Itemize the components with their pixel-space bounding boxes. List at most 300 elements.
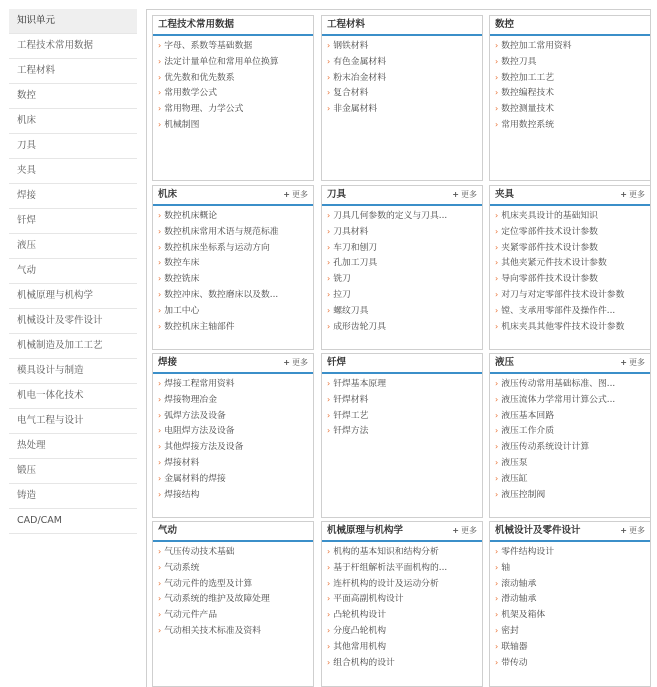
card-list-item[interactable] — [495, 607, 646, 623]
card-item-label: 液压基本回路 — [501, 410, 554, 421]
chevron-right-icon: › — [327, 274, 331, 284]
card-list-item[interactable] — [495, 85, 646, 101]
card-item-label: 零件结构设计 — [501, 547, 554, 557]
card-header — [490, 16, 650, 36]
sidebar-item[interactable]: 机电一体化技术 — [9, 384, 137, 409]
card-list-item[interactable] — [158, 85, 309, 101]
card-item-label: 弧焊方法及设备 — [164, 410, 226, 421]
chevron-right-icon: › — [327, 104, 331, 114]
card-item-label: 钎焊材料 — [333, 394, 369, 405]
chevron-right-icon: › — [495, 457, 499, 467]
card-item-label: 常用数控系统 — [501, 119, 554, 130]
card-list-item[interactable] — [495, 544, 646, 560]
card-item-list — [490, 542, 650, 670]
sidebar-item[interactable]: CAD/CAM — [9, 509, 137, 534]
more-label: 更多 — [461, 526, 477, 535]
card-item-label: 数控车床 — [164, 258, 200, 269]
card-list-item[interactable] — [495, 408, 646, 424]
chevron-right-icon: › — [327, 625, 331, 635]
card-list-item[interactable] — [495, 287, 646, 303]
chevron-right-icon: › — [158, 274, 162, 284]
chevron-right-icon: › — [158, 610, 162, 620]
card-item-label: 滚动轴承 — [501, 578, 537, 589]
card-item-label: 成形齿轮刀具 — [333, 321, 386, 332]
card-title[interactable]: 气动 — [158, 525, 178, 536]
chevron-right-icon: › — [327, 72, 331, 82]
chevron-right-icon: › — [327, 641, 331, 651]
chevron-right-icon: › — [158, 321, 162, 331]
card-item-label: 钎焊工艺 — [333, 410, 369, 421]
plus-icon: + — [620, 358, 627, 367]
card-list-item[interactable] — [327, 85, 478, 101]
card-item-label: 机床夹具其他零件技术设计参数 — [501, 321, 625, 332]
card-list-item[interactable] — [495, 639, 646, 655]
card-title[interactable]: 机床 — [158, 189, 178, 200]
card-list-item[interactable] — [327, 208, 478, 224]
card-list-item[interactable] — [158, 101, 309, 117]
chevron-right-icon: › — [495, 56, 499, 66]
card-list-item[interactable] — [158, 623, 309, 639]
more-link[interactable] — [620, 354, 645, 372]
more-label: 更多 — [292, 358, 308, 367]
chevron-right-icon: › — [327, 657, 331, 667]
chevron-right-icon: › — [158, 625, 162, 635]
card-item-label: 数控编程技术 — [501, 88, 554, 99]
more-label: 更多 — [629, 526, 645, 535]
card-list-item[interactable] — [158, 54, 309, 70]
card-item-list — [153, 542, 313, 639]
card-item-label: 定位零部件技术设计参数 — [501, 226, 598, 237]
card-list-item[interactable] — [495, 54, 646, 70]
card-list-item[interactable] — [158, 376, 309, 392]
chevron-right-icon: › — [158, 258, 162, 268]
card-list-item[interactable] — [495, 38, 646, 54]
card-item-label: 平面高副机构设计 — [333, 594, 404, 605]
card-title[interactable]: 机械设计及零件设计 — [495, 525, 581, 536]
card-list-item[interactable] — [158, 208, 309, 224]
card-list-item[interactable] — [158, 560, 309, 576]
card-item-label: 密封 — [501, 625, 519, 636]
sidebar-item[interactable]: 液压 — [9, 234, 137, 259]
card-list-item[interactable] — [158, 240, 309, 256]
sidebar-item[interactable]: 锻压 — [9, 459, 137, 484]
card-list-item[interactable] — [327, 224, 478, 240]
card-list-item[interactable] — [327, 576, 478, 592]
chevron-right-icon: › — [495, 562, 499, 572]
sidebar-item[interactable]: 机械原理与机构学 — [9, 284, 137, 309]
card-list-item[interactable] — [158, 271, 309, 287]
card-item-list — [153, 36, 313, 133]
category-card — [152, 15, 314, 181]
card-title[interactable]: 工程材料 — [327, 19, 366, 30]
card-item-label: 基于杆组解析法平面机构的... — [333, 562, 448, 573]
chevron-right-icon: › — [495, 625, 499, 635]
chevron-right-icon: › — [158, 426, 162, 436]
card-item-label: 凸轮机构设计 — [333, 610, 386, 621]
card-list-item[interactable] — [495, 471, 646, 487]
card-item-list — [153, 374, 313, 502]
chevron-right-icon: › — [327, 242, 331, 252]
chevron-right-icon: › — [327, 562, 331, 572]
card-list-item[interactable] — [495, 439, 646, 455]
card-item-label: 液压泵 — [501, 457, 528, 468]
card-list-item[interactable] — [327, 408, 478, 424]
card-list-item[interactable] — [158, 117, 309, 133]
card-title[interactable]: 钎焊 — [327, 357, 347, 368]
chevron-right-icon: › — [158, 211, 162, 220]
card-item-label: 夹紧零部件技术设计参数 — [501, 242, 598, 253]
chevron-right-icon: › — [327, 394, 331, 404]
sidebar-item[interactable]: 气动 — [9, 259, 137, 284]
card-item-list — [490, 206, 650, 334]
card-list-item[interactable] — [158, 471, 309, 487]
card-item-label: 车刀和刨刀 — [333, 242, 378, 253]
sidebar-item[interactable]: 夹具 — [9, 159, 137, 184]
more-link[interactable] — [452, 522, 477, 540]
card-list-item[interactable] — [495, 70, 646, 86]
chevron-right-icon: › — [158, 242, 162, 252]
card-item-label: 滑动轴承 — [501, 594, 537, 605]
card-item-label: 数控加工常用资料 — [501, 41, 572, 51]
card-list-item[interactable] — [327, 544, 478, 560]
card-header — [153, 186, 313, 206]
card-list-item[interactable] — [495, 240, 646, 256]
card-header — [322, 186, 482, 206]
chevron-right-icon: › — [495, 289, 499, 299]
main-panel — [146, 9, 651, 687]
category-card — [489, 185, 651, 350]
card-item-label: 气动相关技术标准及资料 — [164, 625, 261, 636]
sidebar-item[interactable]: 机械制造及加工工艺 — [9, 334, 137, 359]
card-list-item[interactable] — [495, 117, 646, 133]
card-header — [153, 522, 313, 542]
sidebar-item[interactable]: 机械设计及零件设计 — [9, 309, 137, 334]
chevron-right-icon: › — [495, 119, 499, 129]
chevron-right-icon: › — [158, 578, 162, 588]
card-item-label: 常用数学公式 — [164, 88, 217, 99]
card-item-label: 钢铁材料 — [333, 41, 369, 51]
card-list-item[interactable] — [327, 255, 478, 271]
chevron-right-icon: › — [327, 379, 331, 388]
card-list-item[interactable] — [158, 392, 309, 408]
card-item-label: 螺纹刀具 — [333, 305, 369, 316]
card-header — [490, 186, 650, 206]
card-list-item[interactable] — [158, 70, 309, 86]
card-item-label: 机架及箱体 — [501, 610, 546, 621]
card-item-list — [322, 542, 482, 670]
card-list-item[interactable] — [327, 623, 478, 639]
card-list-item[interactable] — [158, 576, 309, 592]
card-item-label: 液压工作介质 — [501, 426, 554, 437]
chevron-right-icon: › — [327, 321, 331, 331]
card-item-label: 液压传动系统设计计算 — [501, 442, 590, 453]
card-item-label: 气动系统的维护及故障处理 — [164, 594, 270, 605]
card-list-item[interactable] — [495, 655, 646, 671]
card-item-label: 带传动 — [501, 657, 528, 668]
card-list-item[interactable] — [495, 455, 646, 471]
sidebar-item[interactable]: 电气工程与设计 — [9, 409, 137, 434]
chevron-right-icon: › — [327, 211, 331, 220]
chevron-right-icon: › — [158, 473, 162, 483]
card-list-item[interactable] — [327, 591, 478, 607]
chevron-right-icon: › — [327, 410, 331, 420]
card-list-item[interactable] — [495, 224, 646, 240]
chevron-right-icon: › — [495, 321, 499, 331]
chevron-right-icon: › — [495, 473, 499, 483]
card-item-label: 有色金属材料 — [333, 56, 386, 67]
chevron-right-icon: › — [158, 442, 162, 452]
card-list-item[interactable] — [495, 101, 646, 117]
card-title[interactable]: 焊接 — [158, 357, 178, 368]
chevron-right-icon: › — [158, 457, 162, 467]
card-header — [153, 354, 313, 374]
plus-icon: + — [283, 358, 290, 367]
more-link[interactable] — [620, 522, 645, 540]
chevron-right-icon: › — [327, 426, 331, 436]
card-list-item[interactable] — [495, 423, 646, 439]
card-list-item[interactable] — [327, 392, 478, 408]
card-header — [322, 354, 482, 374]
more-label: 更多 — [461, 190, 477, 199]
card-list-item[interactable] — [327, 54, 478, 70]
category-card — [489, 353, 651, 518]
card-header — [153, 16, 313, 36]
card-list-item[interactable] — [327, 607, 478, 623]
card-item-label: 铣刀 — [333, 274, 351, 285]
card-list-item[interactable] — [158, 408, 309, 424]
card-list-item[interactable] — [327, 101, 478, 117]
card-item-label: 刀具材料 — [333, 226, 369, 237]
chevron-right-icon: › — [495, 578, 499, 588]
card-item-label: 孔加工刀具 — [333, 258, 378, 269]
card-header — [490, 522, 650, 542]
chevron-right-icon: › — [158, 489, 162, 499]
chevron-right-icon: › — [158, 562, 162, 572]
more-label: 更多 — [629, 190, 645, 199]
card-title[interactable]: 液压 — [495, 357, 515, 368]
card-list-item[interactable] — [327, 655, 478, 671]
card-item-label: 钎焊基本原理 — [333, 379, 386, 389]
plus-icon: + — [452, 190, 459, 199]
plus-icon: + — [620, 190, 627, 199]
card-list-item[interactable] — [327, 423, 478, 439]
chevron-right-icon: › — [495, 104, 499, 114]
card-item-list — [322, 374, 482, 439]
chevron-right-icon: › — [158, 104, 162, 114]
sidebar-item[interactable]: 刀具 — [9, 134, 137, 159]
sidebar-item[interactable]: 机床 — [9, 109, 137, 134]
chevron-right-icon: › — [495, 274, 499, 284]
chevron-right-icon: › — [158, 379, 162, 388]
sidebar — [9, 9, 137, 534]
card-item-label: 镗、支承用零部件及操作件... — [501, 305, 616, 316]
chevron-right-icon: › — [495, 641, 499, 651]
more-link[interactable] — [620, 186, 645, 204]
card-item-label: 对刀与对定零部件技术设计参数 — [501, 289, 625, 300]
card-item-label: 拉刀 — [333, 289, 351, 300]
chevron-right-icon: › — [495, 489, 499, 499]
card-item-label: 焊接结构 — [164, 489, 200, 500]
card-list-item[interactable] — [495, 560, 646, 576]
chevron-right-icon: › — [158, 289, 162, 299]
card-item-label: 数控机床概论 — [164, 211, 217, 221]
chevron-right-icon: › — [495, 442, 499, 452]
category-card — [152, 185, 314, 350]
sidebar-header: 知识单元 — [9, 9, 137, 34]
card-item-list — [322, 206, 482, 334]
card-item-label: 机床夹具设计的基础知识 — [501, 211, 598, 221]
sidebar-item[interactable]: 工程技术常用数据 — [9, 34, 137, 59]
card-item-label: 焊接工程常用资料 — [164, 379, 235, 389]
card-item-label: 数控铣床 — [164, 274, 200, 285]
card-list-item[interactable] — [495, 255, 646, 271]
card-item-label: 钎焊方法 — [333, 426, 369, 437]
sidebar-item[interactable]: 工程材料 — [9, 59, 137, 84]
card-list-item[interactable] — [158, 255, 309, 271]
category-card — [321, 521, 483, 687]
card-item-label: 法定计量单位和常用单位换算 — [164, 56, 279, 67]
card-item-list — [153, 206, 313, 334]
card-item-label: 常用物理、力学公式 — [164, 104, 244, 115]
card-list-item[interactable] — [327, 70, 478, 86]
card-list-item[interactable] — [158, 591, 309, 607]
card-title[interactable]: 夹具 — [495, 189, 515, 200]
category-card — [152, 521, 314, 687]
chevron-right-icon: › — [495, 394, 499, 404]
chevron-right-icon: › — [158, 305, 162, 315]
card-list-item[interactable] — [158, 224, 309, 240]
card-item-label: 组合机构的设计 — [333, 657, 395, 668]
card-item-label: 机构的基本知识和结构分析 — [333, 547, 439, 557]
card-item-label: 其他常用机构 — [333, 641, 386, 652]
card-list-item[interactable] — [495, 392, 646, 408]
chevron-right-icon: › — [495, 211, 499, 220]
more-link[interactable] — [452, 186, 477, 204]
chevron-right-icon: › — [495, 379, 499, 388]
card-list-item[interactable] — [327, 240, 478, 256]
card-item-label: 液压流体力学常用计算公式... — [501, 394, 616, 405]
plus-icon: + — [452, 526, 459, 535]
chevron-right-icon: › — [327, 594, 331, 604]
chevron-right-icon: › — [495, 41, 499, 50]
card-item-label: 粉末冶金材料 — [333, 72, 386, 83]
sidebar-item[interactable]: 数控 — [9, 84, 137, 109]
card-list-item[interactable] — [327, 376, 478, 392]
card-list-item[interactable] — [327, 303, 478, 319]
card-list-item[interactable] — [158, 544, 309, 560]
card-item-label: 数控机床常用术语与规范标准 — [164, 226, 279, 237]
card-title[interactable]: 数控 — [495, 19, 515, 30]
category-card — [489, 15, 651, 181]
chevron-right-icon: › — [327, 41, 331, 50]
card-item-label: 非金属材料 — [333, 104, 378, 115]
card-item-label: 数控刀具 — [501, 56, 537, 67]
card-item-label: 气动系统 — [164, 562, 200, 573]
chevron-right-icon: › — [495, 547, 499, 556]
chevron-right-icon: › — [158, 119, 162, 129]
chevron-right-icon: › — [158, 547, 162, 556]
sidebar-item[interactable]: 模具设计与制造 — [9, 359, 137, 384]
card-list-item[interactable] — [495, 623, 646, 639]
card-item-label: 轴 — [501, 562, 511, 573]
more-link[interactable] — [283, 354, 308, 372]
card-list-item[interactable] — [158, 487, 309, 503]
chevron-right-icon: › — [495, 610, 499, 620]
card-list-item[interactable] — [158, 423, 309, 439]
card-list-item[interactable] — [495, 208, 646, 224]
card-item-label: 气压传动技术基础 — [164, 547, 235, 557]
card-list-item[interactable] — [495, 487, 646, 503]
card-item-label: 刀具几何参数的定义与刀具... — [333, 211, 448, 221]
category-card — [489, 521, 651, 687]
chevron-right-icon: › — [158, 394, 162, 404]
card-item-label: 金属材料的焊接 — [164, 473, 226, 484]
chevron-right-icon: › — [158, 410, 162, 420]
card-header — [322, 522, 482, 542]
more-link[interactable] — [283, 186, 308, 204]
card-item-label: 数控冲床、数控磨床以及数... — [164, 289, 279, 300]
card-item-label: 电阻焊方法及设备 — [164, 426, 235, 437]
card-list-item[interactable] — [495, 576, 646, 592]
card-list-item[interactable] — [158, 455, 309, 471]
chevron-right-icon: › — [495, 657, 499, 667]
card-list-item[interactable] — [327, 287, 478, 303]
card-item-label: 机械制图 — [164, 119, 200, 130]
card-list-item[interactable] — [158, 319, 309, 335]
chevron-right-icon: › — [158, 41, 162, 50]
chevron-right-icon: › — [327, 610, 331, 620]
card-item-label: 数控测量技术 — [501, 104, 554, 115]
card-item-label: 气动元件的选型及计算 — [164, 578, 253, 589]
chevron-right-icon: › — [495, 88, 499, 98]
card-list-item[interactable] — [495, 591, 646, 607]
card-title[interactable]: 工程技术常用数据 — [158, 19, 235, 30]
card-list-item[interactable] — [158, 303, 309, 319]
card-list-item[interactable] — [327, 639, 478, 655]
card-title[interactable]: 机械原理与机构学 — [327, 525, 404, 536]
card-list-item[interactable] — [327, 560, 478, 576]
card-title[interactable]: 刀具 — [327, 189, 347, 200]
card-item-label: 加工中心 — [164, 305, 200, 316]
card-list-item[interactable] — [495, 271, 646, 287]
card-item-label: 导向零部件技术设计参数 — [501, 274, 598, 285]
sidebar-item[interactable]: 热处理 — [9, 434, 137, 459]
category-card — [321, 15, 483, 181]
sidebar-item[interactable]: 铸造 — [9, 484, 137, 509]
card-list-item[interactable] — [327, 271, 478, 287]
card-list-item[interactable] — [158, 287, 309, 303]
chevron-right-icon: › — [495, 410, 499, 420]
card-list-item[interactable] — [495, 303, 646, 319]
chevron-right-icon: › — [327, 578, 331, 588]
chevron-right-icon: › — [327, 56, 331, 66]
chevron-right-icon: › — [327, 305, 331, 315]
card-list-item[interactable] — [327, 38, 478, 54]
chevron-right-icon: › — [495, 242, 499, 252]
chevron-right-icon: › — [495, 594, 499, 604]
card-list-item[interactable] — [158, 439, 309, 455]
sidebar-item[interactable]: 钎焊 — [9, 209, 137, 234]
card-list-item[interactable] — [495, 319, 646, 335]
chevron-right-icon: › — [327, 289, 331, 299]
sidebar-item[interactable]: 焊接 — [9, 184, 137, 209]
card-list-item[interactable] — [158, 38, 309, 54]
card-list-item[interactable] — [327, 319, 478, 335]
card-item-label: 优先数和优先数系 — [164, 72, 235, 83]
more-label: 更多 — [629, 358, 645, 367]
card-list-item[interactable] — [158, 607, 309, 623]
card-list-item[interactable] — [495, 376, 646, 392]
